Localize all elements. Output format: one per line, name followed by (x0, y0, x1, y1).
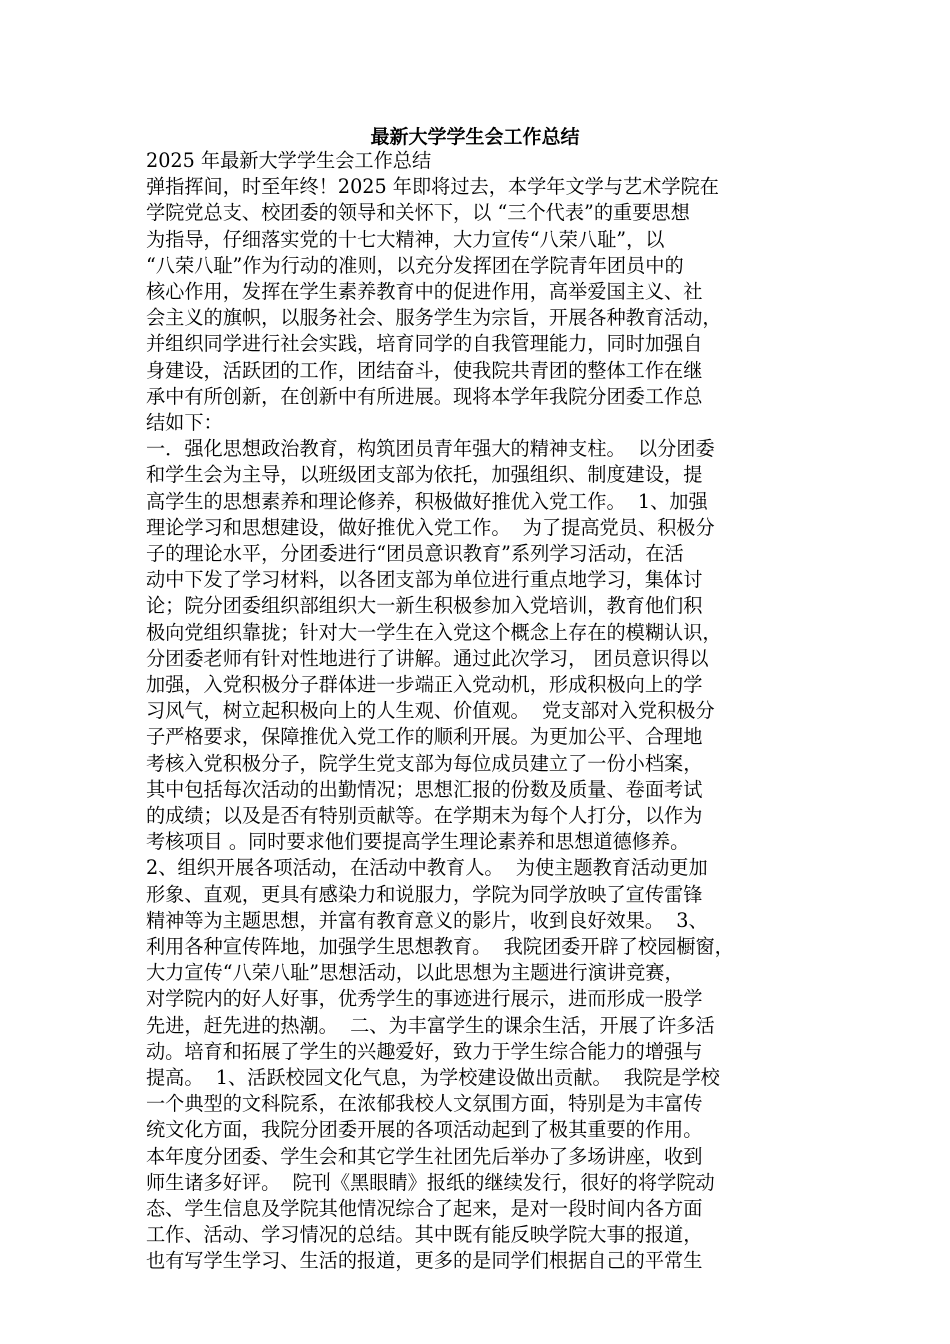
body-text-line: 形象、直观，更具有感染力和说服力，学院为同学放映了宣传雷锋 (146, 882, 703, 906)
body-text-line: 学院党总支、校团委的领导和关怀下，以 “三个代表”的重要思想 (146, 201, 690, 225)
body-text-line: 提高。 1、活跃校园文化气息，为学校建设做出贡献。 我院是学校 (146, 1066, 720, 1089)
body-text-line: “八荣八耻”作为行动的准则，以充分发挥团在学院青年团员中的 (146, 253, 684, 277)
body-text-line: 先进，赶先进的热潮。 二、为丰富学生的课余生活，开展了许多活 (146, 1013, 715, 1037)
body-text-line: 也有写学生学习、生活的报道，更多的是同学们根据自己的平常生 (146, 1249, 703, 1273)
document-title: 最新大学学生会工作总结 (370, 126, 580, 148)
body-text-line: 态、学生信息及学院其他情况综合了起来，是对一段时间内各方面 (146, 1197, 703, 1220)
body-text-line: 其中包括每次活动的出勤情况；思想汇报的份数及质量、卷面考试 (146, 777, 703, 801)
body-text-line: 一个典型的文科院系，在浓郁我校人文氛围方面，特别是为丰富传 (146, 1092, 703, 1116)
document-subtitle: 2025 年最新大学学生会工作总结 (146, 149, 432, 172)
body-text-line: 会主义的旗帜，以服务社会、服务学生为宗旨，开展各种教育活动， (146, 306, 722, 330)
body-text-line: 精神等为主题思想，并富有教育意义的影片，收到良好效果。 3、 (146, 908, 708, 932)
body-text-line: 考核入党积极分子，院学生党支部为每位成员建立了一份小档案， (146, 751, 703, 775)
body-text-line: 大力宣传“八荣八耻”思想活动，以此思想为主题进行演讲竞赛， (146, 961, 684, 985)
body-text-line: 利用各种宣传阵地，加强学生思想教育。 我院团委开辟了校园橱窗， (146, 935, 734, 958)
body-text-line: 加强，入党积极分子群体进一步端正入党动机，形成积极向上的学 (146, 673, 703, 696)
body-text-line: 子的理论水平，分团委进行“团员意识教育”系列学习活动，在活 (146, 542, 684, 565)
body-text-line: 统文化方面，我院分团委开展的各项活动起到了极其重要的作用。 (146, 1118, 703, 1142)
body-text-line: 论；院分团委组织部组织大一新生积极参加入党培训，教育他们积 (146, 594, 703, 618)
body-text-line: 结如下： (146, 411, 223, 434)
body-text-line: 分团委老师有针对性地进行了讲解。通过此次学习， 团员意识得以 (146, 646, 709, 670)
body-text-line: 动中下发了学习材料，以各团支部为单位进行重点地学习，集体讨 (146, 568, 703, 592)
body-text-line: 子严格要求，保障推优入党工作的顺利开展。为更加公平、合理地 (146, 725, 703, 749)
body-text-line: 的成绩；以及是否有特别贡献等。在学期末为每个人打分，以作为 (146, 804, 703, 827)
body-text-line: 并组织同学进行社会实践，培育同学的自我管理能力，同时加强自 (146, 332, 703, 356)
body-text-line: 和学生会为主导，以班级团支部为依托，加强组织、制度建设，提 (146, 463, 703, 487)
body-text-line: 2、组织开展各项活动，在活动中教育人。 为使主题教育活动更加 (146, 856, 708, 880)
body-text-line: 习风气，树立起积极向上的人生观、价值观。 党支部对入党积极分 (146, 699, 715, 723)
body-text-line: 核心作用，发挥在学生素养教育中的促进作用，高举爱国主义、社 (146, 280, 703, 303)
body-text-line: 工作、活动、学习情况的总结。其中既有能反映学院大事的报道， (146, 1223, 703, 1247)
body-text-line: 理论学习和思想建设，做好推优入党工作。 为了提高党员、积极分 (146, 515, 715, 539)
body-text-line: 极向党组织靠拢；针对大一学生在入党这个概念上存在的模糊认识， (146, 620, 722, 644)
body-text-line: 动。培育和拓展了学生的兴趣爱好，致力于学生综合能力的增强与 (146, 1039, 703, 1063)
body-text-line: 承中有所创新，在创新中有所进展。现将本学年我院分团委工作总 (146, 384, 703, 408)
body-text-line: 高学生的思想素养和理论修养，积极做好推优入党工作。 1、加强 (146, 489, 708, 513)
body-text-line: 本年度分团委、学生会和其它学生社团先后举办了多场讲座，收到 (146, 1144, 703, 1168)
body-text-line: 弹指挥间，时至年终！2025 年即将过去，本学年文学与艺术学院在 (146, 175, 719, 199)
body-text-line: 考核项目 。同时要求他们要提高学生理论素养和思想道德修养。 (146, 830, 690, 854)
body-text-line: 身建设，活跃团的工作，团结奋斗，使我院共青团的整体工作在继 (146, 358, 703, 382)
body-text-line: 为指导，仔细落实党的十七大精神，大力宣传“八荣八耻”，以 (146, 227, 665, 251)
body-text-line: 对学院内的好人好事，优秀学生的事迹进行展示，进而形成一股学 (146, 987, 703, 1011)
body-text-line: 一．强化思想政治教育，构筑团员青年强大的精神支柱。 以分团委 (146, 437, 715, 461)
body-text-line: 师生诸多好评。 院刊《黑眼睛》报纸的继续发行，很好的将学院动 (146, 1170, 715, 1194)
